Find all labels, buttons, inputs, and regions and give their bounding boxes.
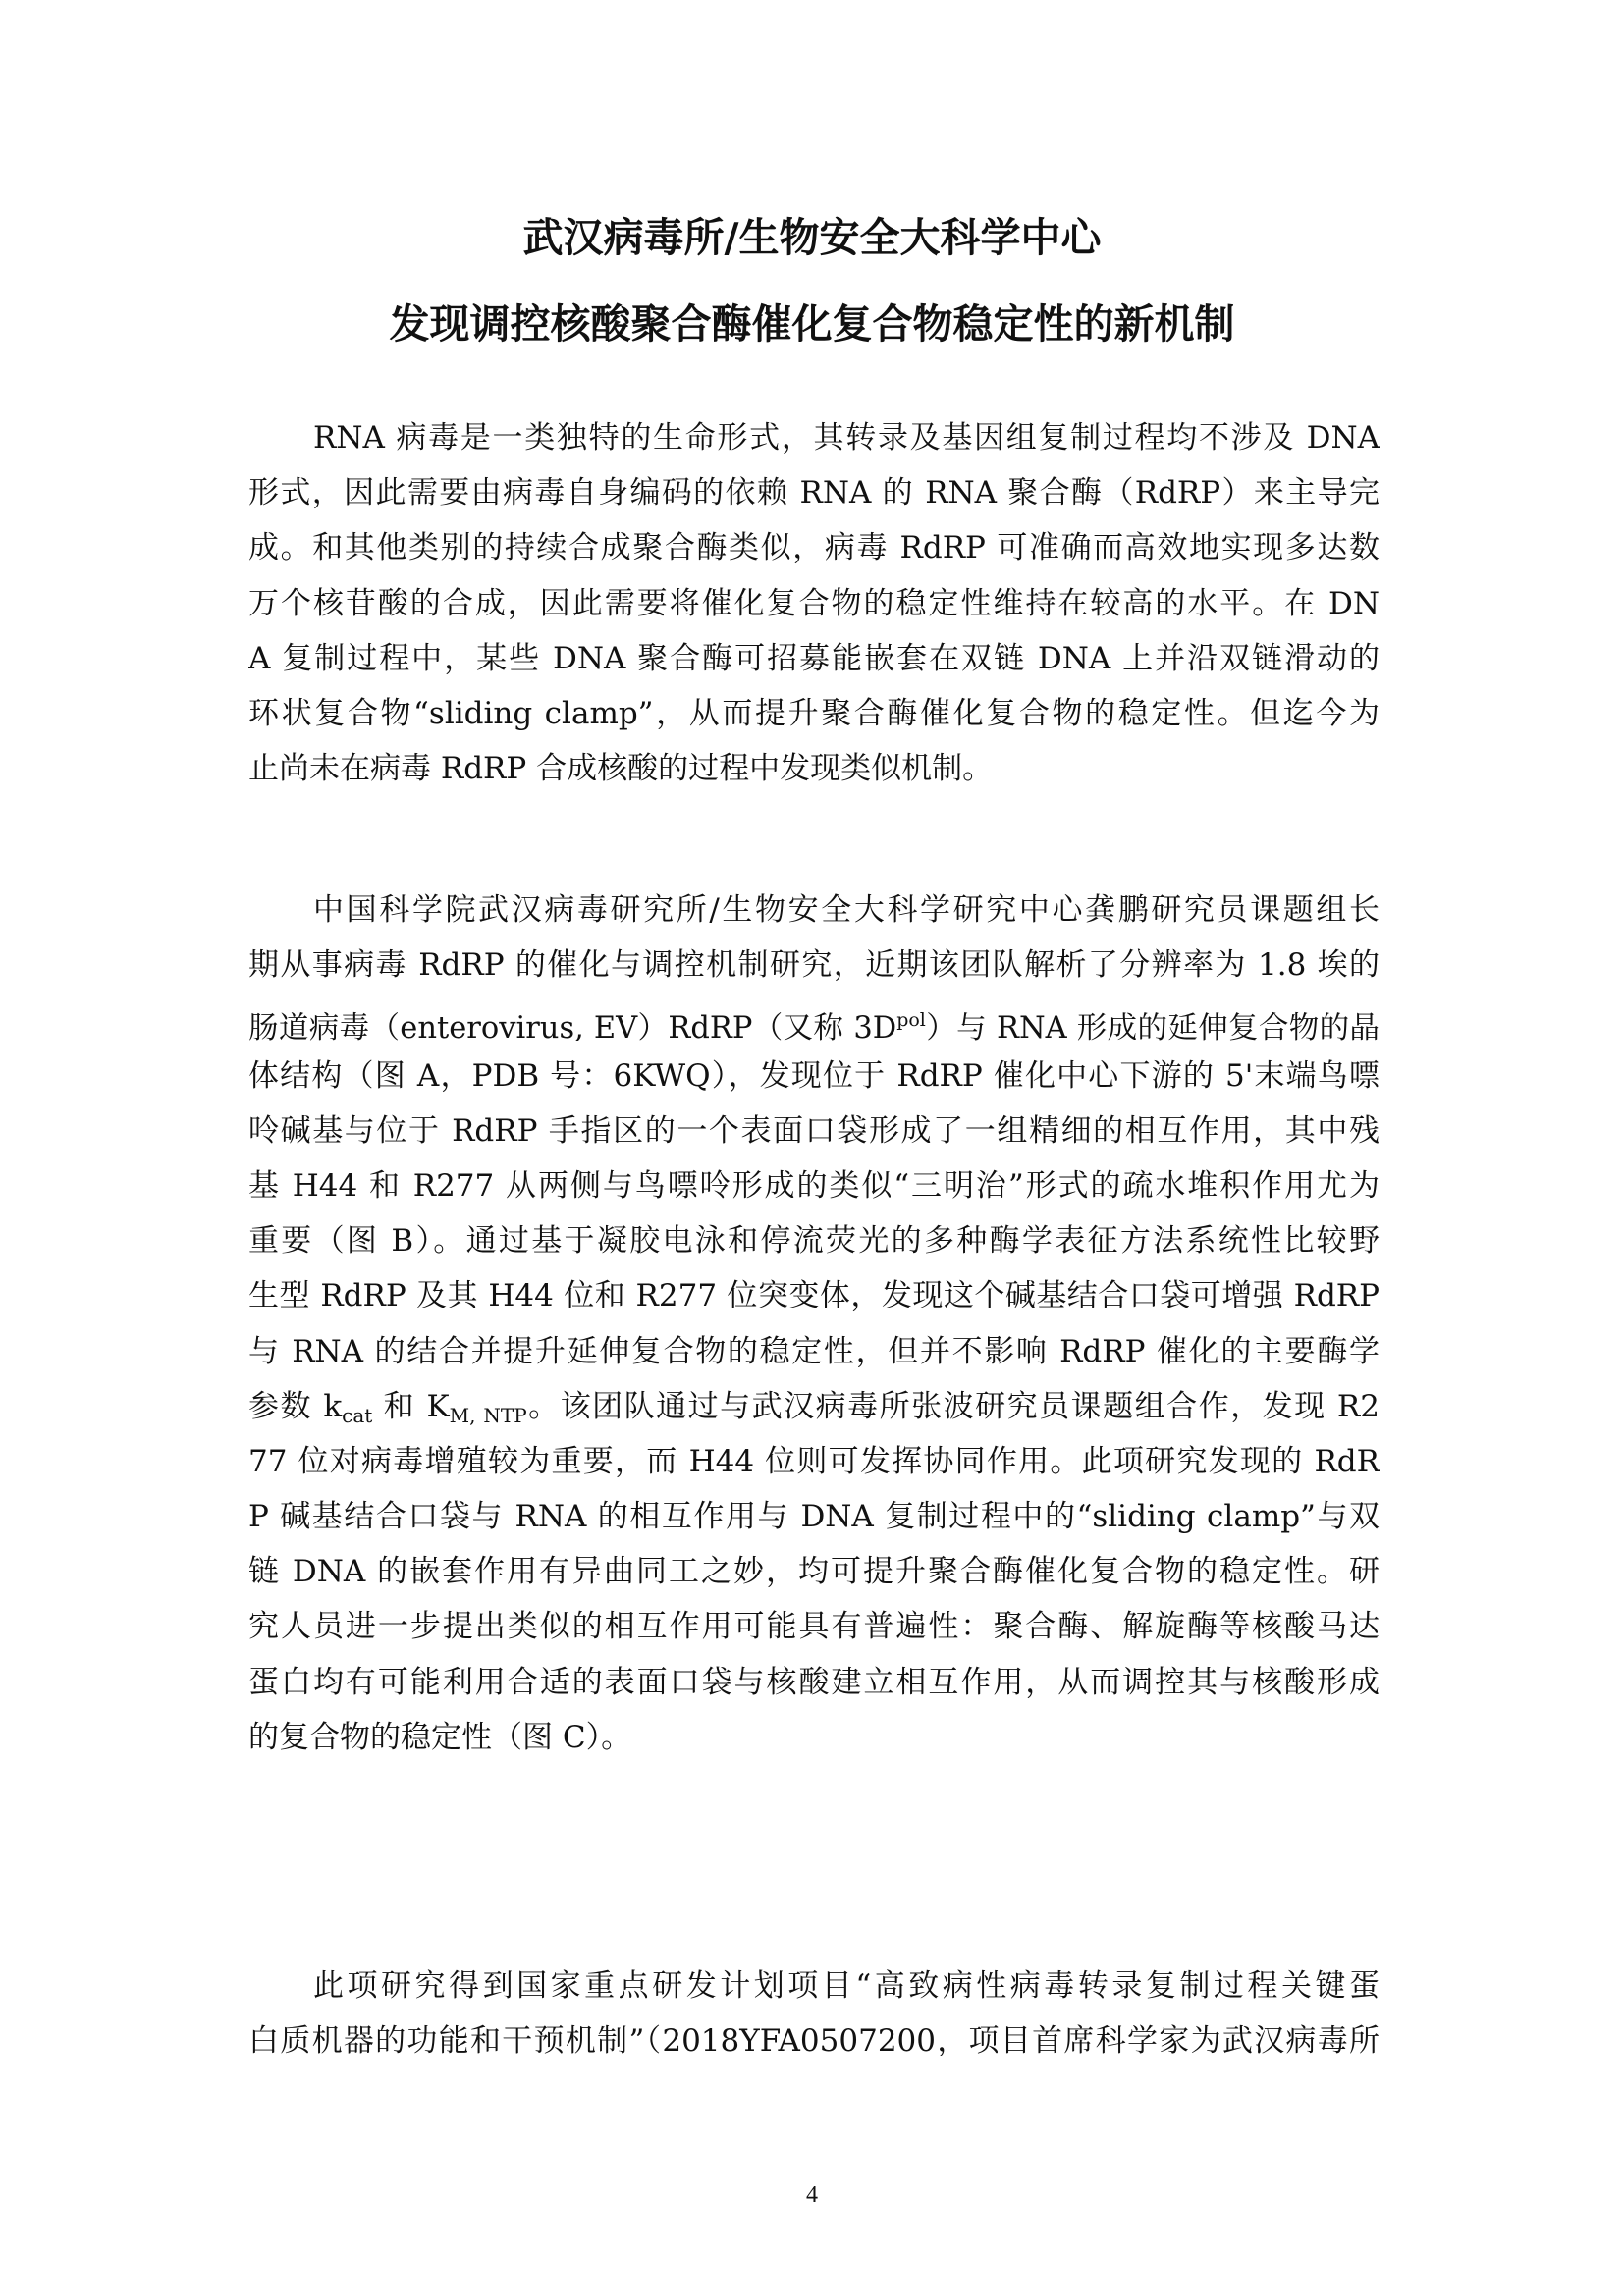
paragraph-line <box>248 992 1380 1047</box>
text-run: 肠道病毒（enterovirus, EV）RdRP（又称 3D <box>248 1011 897 1046</box>
paragraph-line: 体结构（图 A，PDB 号：6KWQ），发现位于 RdRP 催化中心下游的 5'末端鸟嘌 <box>248 1057 1380 1094</box>
text-run: 参数 k <box>248 1388 343 1424</box>
paragraph-line: 环状复合物“sliding clamp”，从而提升聚合酶催化复合物的稳定性。但迄今为 <box>248 695 1380 731</box>
paragraph-line: 呤碱基与位于 RdRP 手指区的一个表面口袋形成了一组精细的相互作用，其中残 <box>248 1112 1380 1148</box>
paragraph-line: 成。和其他类别的持续合成聚合酶类似，病毒 RdRP 可准确而高效地实现多达数 <box>248 530 1380 566</box>
subscript: M, NTP <box>449 1403 527 1427</box>
paragraph-line: 止尚未在病毒 RdRP 合成核酸的过程中发现类似机制。 <box>248 751 994 787</box>
text-run: 。该团队通过与武汉病毒所张波研究员课题组合作，发现 R2 <box>526 1388 1380 1424</box>
paragraph-line: 的复合物的稳定性（图 C）。 <box>248 1719 632 1755</box>
superscript: pol <box>896 1009 926 1032</box>
paragraph-line: P 碱基结合口袋与 RNA 的相互作用与 DNA 复制过程中的“sliding clamp”与双 <box>248 1499 1380 1535</box>
paragraph-line: 与 RNA 的结合并提升延伸复合物的稳定性，但并不影响 RdRP 催化的主要酶学 <box>248 1333 1380 1369</box>
paragraph-line: 基 H44 和 R277 从两侧与鸟嘌呤形成的类似“三明治”形式的疏水堆积作用尤为 <box>248 1167 1380 1203</box>
paragraph-line: 期从事病毒 RdRP 的催化与调控机制研究，近期该团队解析了分辨率为 1.8 埃的 <box>248 947 1380 984</box>
text-run: ）与 RNA 形成的延伸复合物的晶 <box>925 1011 1380 1046</box>
title-line-2: 发现调控核酸聚合酶催化复合物稳定性的新机制 <box>389 300 1235 347</box>
text-run: 和 K <box>372 1388 450 1424</box>
paragraph-line: 此项研究得到国家重点研发计划项目“高致病性病毒转录复制过程关键蛋 <box>313 1968 1380 2003</box>
paragraph-line: 中国科学院武汉病毒研究所/生物安全大科学研究中心龚鹏研究员课题组长 <box>313 892 1380 928</box>
paragraph-line: 万个核苷酸的合成，因此需要将催化复合物的稳定性维持在较高的水平。在 DN <box>248 585 1380 621</box>
paragraph-2 <box>248 882 1380 1765</box>
paragraph-line: A 复制过程中，某些 DNA 聚合酶可招募能嵌套在双链 DNA 上并沿双链滑动的 <box>248 640 1380 676</box>
paragraph-line <box>248 1379 1380 1434</box>
page-number: 4 <box>806 2182 818 2208</box>
paragraph-line: 形式，因此需要由病毒自身编码的依赖 RNA 的 RNA 聚合酶（RdRP）来主导完 <box>248 475 1380 511</box>
paragraph-line: 究人员进一步提出类似的相互作用可能具有普遍性：聚合酶、解旋酶等核酸马达 <box>248 1609 1380 1645</box>
paragraph-1 <box>248 410 1380 796</box>
paragraph-line: 生型 RdRP 及其 H44 位和 R277 位突变体，发现这个碱基结合口袋可增强 RdRP <box>248 1278 1380 1314</box>
paragraph-line: RNA 病毒是一类独特的生命形式，其转录及基因组复制过程均不涉及 DNA <box>313 420 1380 455</box>
paragraph-line: 白质机器的功能和干预机制”（2018YFA0507200，项目首席科学家为武汉病毒所 <box>248 2023 1380 2059</box>
paragraph-line: 蛋白均有可能利用合适的表面口袋与核酸建立相互作用，从而调控其与核酸形成 <box>248 1664 1380 1700</box>
paragraph-line: 77 位对病毒增殖较为重要，而 H44 位则可发挥协同作用。此项研究发现的 RdR <box>248 1443 1380 1479</box>
title-line-1: 武汉病毒所/生物安全大科学中心 <box>522 214 1102 261</box>
paragraph-3 <box>248 1958 1380 2068</box>
paragraph-line: 链 DNA 的嵌套作用有异曲同工之妙，均可提升聚合酶催化复合物的稳定性。研 <box>248 1554 1380 1590</box>
paragraph-line: 重要（图 B）。通过基于凝胶电泳和停流荧光的多种酶学表征方法系统性比较野 <box>248 1223 1380 1259</box>
subscript: cat <box>342 1403 373 1427</box>
